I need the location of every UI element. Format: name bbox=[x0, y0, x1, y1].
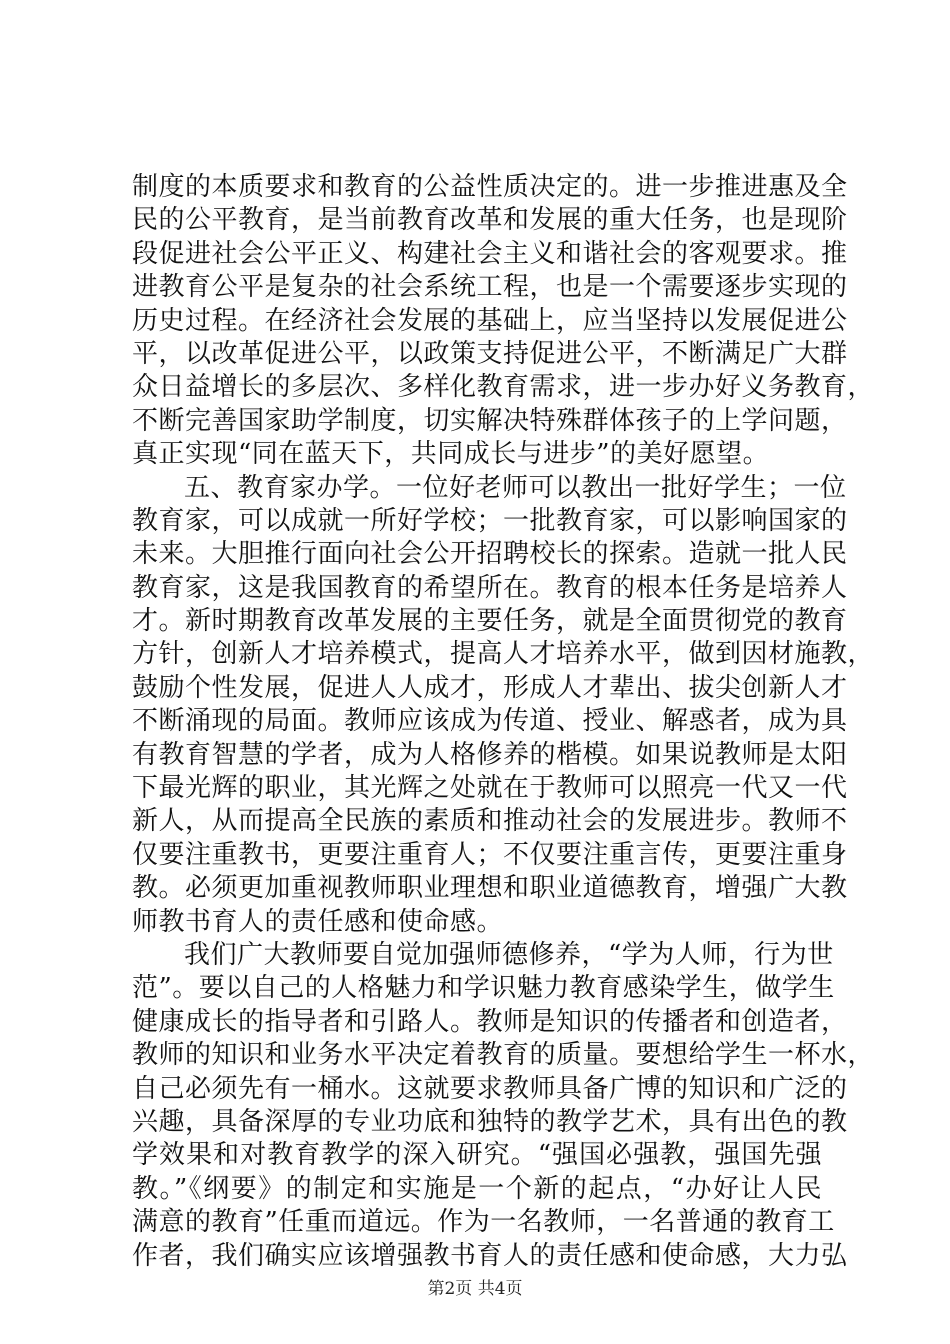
text-line: 教师的知识和业务水平决定着教育的质量。要想给学生一杯水， bbox=[132, 1040, 875, 1071]
text-line: 范”。要以自己的人格魅力和学识魅力教育感染学生，做学生 bbox=[132, 973, 835, 1004]
text-line: 教育家，这是我国教育的希望所在。教育的根本任务是培养人 bbox=[132, 572, 848, 603]
text-line: 教。”《纲要》的制定和实施是一个新的起点，“办好让人民 bbox=[132, 1173, 822, 1204]
text-line: 进教育公平是复杂的社会系统工程，也是一个需要逐步实现的 bbox=[132, 272, 848, 303]
text-line: 真正实现“同在蓝天下，共同成长与进步”的美好愿望。 bbox=[132, 439, 770, 470]
text-line: 段促进社会公平正义、构建社会主义和谐社会的客观要求。推 bbox=[132, 238, 848, 269]
text-line: 有教育智慧的学者，成为人格修养的楷模。如果说教师是太阳 bbox=[132, 739, 848, 770]
text-line: 仅要注重教书，更要注重育人；不仅要注重言传，更要注重身 bbox=[132, 839, 848, 870]
text-line: 未来。大胆推行面向社会公开招聘校长的探索。造就一批人民 bbox=[132, 539, 848, 570]
text-line: 下最光辉的职业，其光辉之处就在于教师可以照亮一代又一代 bbox=[132, 773, 848, 804]
text-line: 众日益增长的多层次、多样化教育需求，进一步办好义务教育， bbox=[132, 372, 875, 403]
text-line: 制度的本质要求和教育的公益性质决定的。进一步推进惠及全 bbox=[132, 172, 848, 202]
page-number: 第2页 共4页 bbox=[427, 1279, 523, 1299]
text-line: 民的公平教育，是当前教育改革和发展的重大任务，也是现阶 bbox=[132, 205, 848, 236]
text-line: 学效果和对教育教学的深入研究。“强国必强教，强国先强 bbox=[132, 1140, 822, 1171]
text-line: 作者，我们确实应该增强教书育人的责任感和使命感，大力弘 bbox=[132, 1240, 848, 1271]
text-line: 我们广大教师要自觉加强师德修养，“学为人师，行为世 bbox=[184, 939, 834, 970]
text-line: 鼓励个性发展，促进人人成才，形成人才辈出、拔尖创新人才 bbox=[132, 672, 848, 703]
text-line: 不断完善国家助学制度，切实解决特殊群体孩子的上学问题， bbox=[132, 405, 848, 436]
text-line: 平，以改革促进公平，以政策支持促进公平，不断满足广大群 bbox=[132, 338, 848, 369]
text-line: 兴趣，具备深厚的专业功底和独特的教学艺术，具有出色的教 bbox=[132, 1106, 848, 1137]
text-line: 新人，从而提高全民族的素质和推动社会的发展进步。教师不 bbox=[132, 806, 848, 837]
text-line: 不断涌现的局面。教师应该成为传道、授业、解惑者，成为具 bbox=[132, 706, 848, 737]
text-line: 师教书育人的责任感和使命感。 bbox=[132, 906, 504, 937]
text-line: 健康成长的指导者和引路人。教师是知识的传播者和创造者， bbox=[132, 1006, 848, 1037]
text-line: 历史过程。在经济社会发展的基础上，应当坚持以发展促进公 bbox=[132, 305, 848, 336]
text-line: 才。新时期教育改革发展的主要任务，就是全面贯彻党的教育 bbox=[132, 606, 848, 637]
body-text bbox=[132, 171, 875, 1273]
text-line: 教育家，可以成就一所好学校；一批教育家，可以影响国家的 bbox=[132, 505, 848, 536]
text-line: 满意的教育”任重而道远。作为一名教师，一名普通的教育工 bbox=[132, 1207, 835, 1238]
text-line: 教。必须更加重视教师职业理想和职业道德教育，增强广大教 bbox=[132, 873, 848, 904]
text-line: 自己必须先有一桶水。这就要求教师具备广博的知识和广泛的 bbox=[132, 1073, 848, 1104]
text-line: 五、教育家办学。一位好老师可以教出一批好学生；一位 bbox=[184, 472, 847, 503]
text-line: 方针，创新人才培养模式，提高人才培养水平，做到因材施教， bbox=[132, 639, 875, 670]
